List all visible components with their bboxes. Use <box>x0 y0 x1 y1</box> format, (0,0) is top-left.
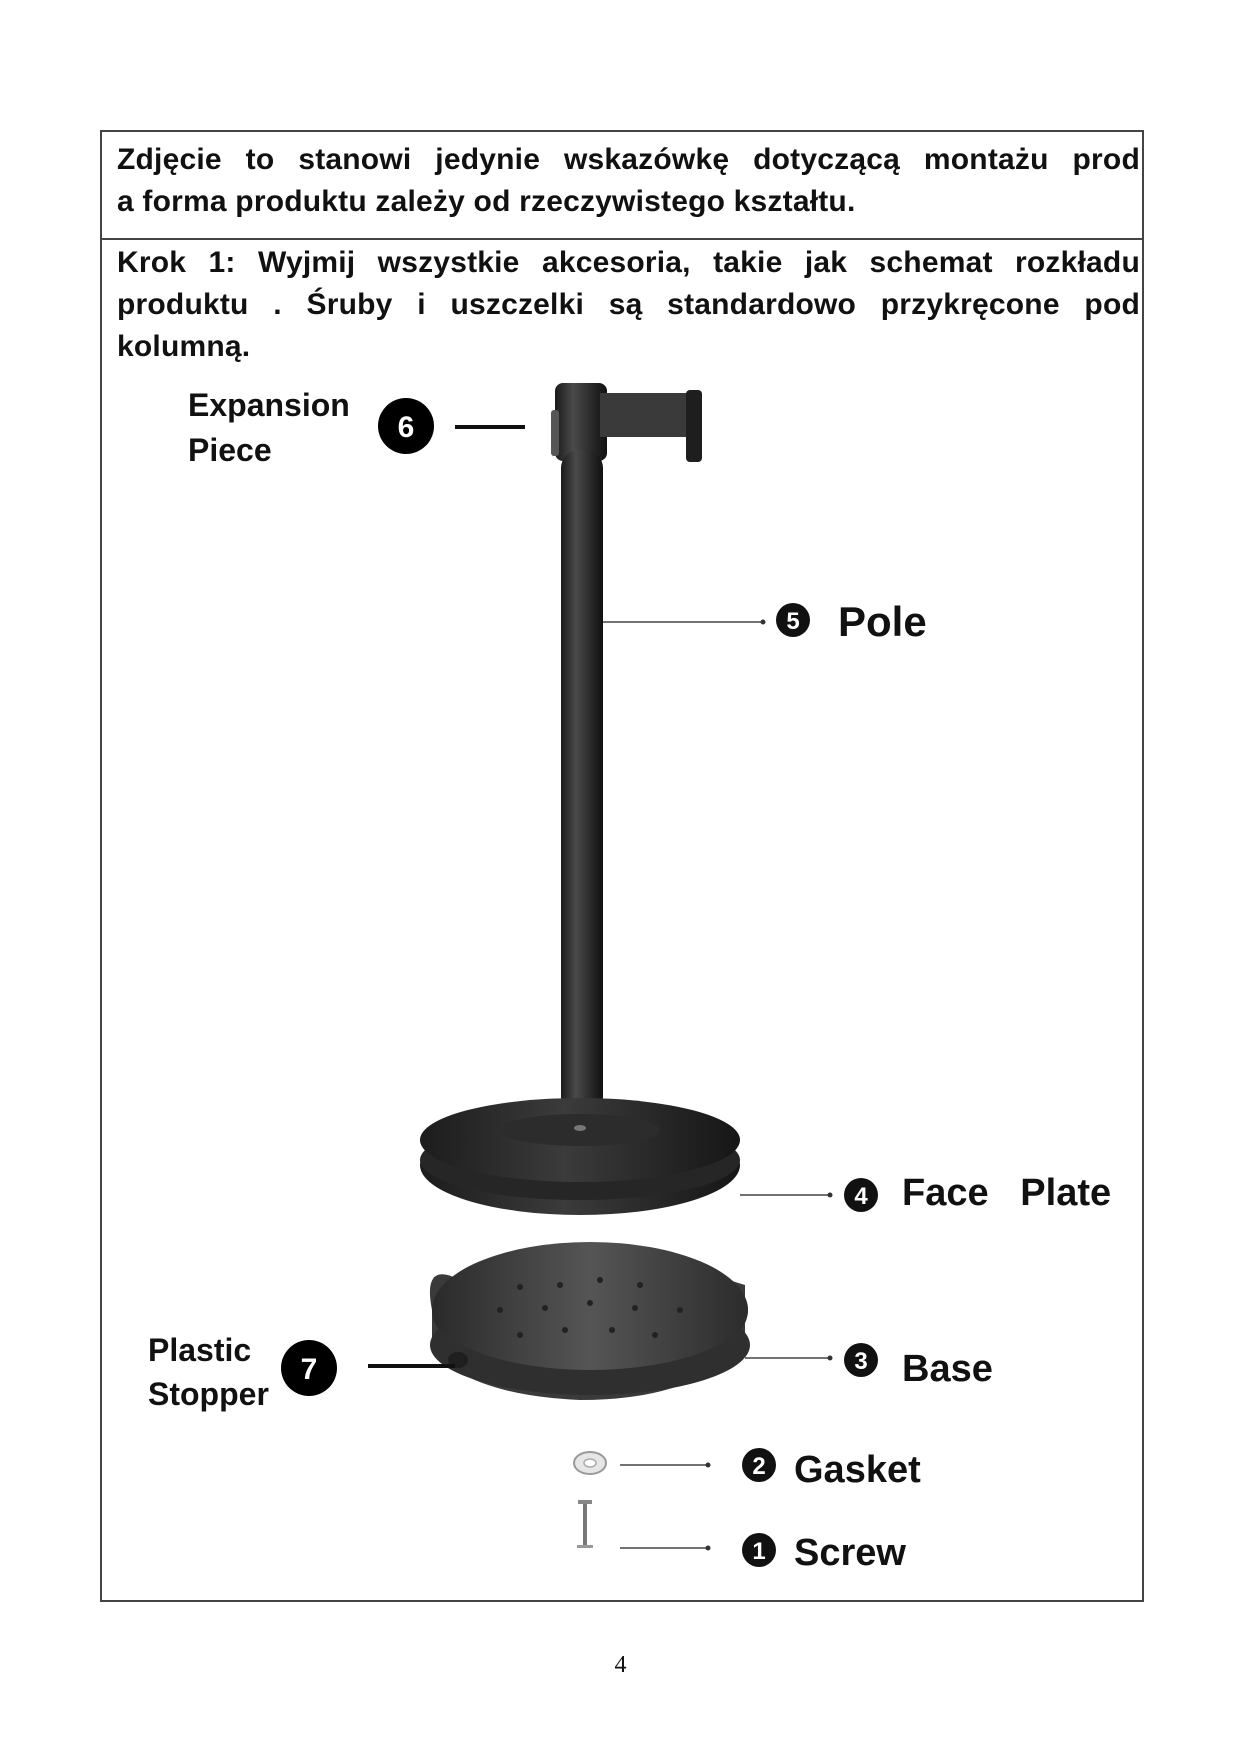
part-label: Face Plate <box>902 1172 1112 1214</box>
gasket-illustration <box>574 1452 606 1474</box>
step-line: kolumną. <box>117 330 251 363</box>
part-label: Plastic <box>148 1332 252 1368</box>
disclaimer-line: a forma produktu zależy od rzeczywistego kształtu. <box>117 185 856 218</box>
base-illustration <box>430 1242 750 1400</box>
screw-illustration <box>577 1500 593 1548</box>
part-number: 5 <box>786 608 800 635</box>
disclaimer-line: Zdjęcie to stanowi jedynie wskazówkę dotyczącą montażu prod <box>117 143 1140 176</box>
part-label: Pole <box>838 598 927 645</box>
face-plate-illustration <box>420 1098 740 1215</box>
part-label: Stopper <box>148 1376 269 1412</box>
part-number: 6 <box>397 411 415 444</box>
expansion-piece-illustration <box>551 383 702 462</box>
part-label: Gasket <box>794 1449 921 1491</box>
part-label: Screw <box>794 1532 906 1574</box>
part-number: 1 <box>752 1538 766 1565</box>
step-line: produktu . Śruby i uszczelki są standardowo przykręcone pod <box>117 288 1140 321</box>
part-number: 7 <box>300 1353 318 1386</box>
part-label: Base <box>902 1348 993 1390</box>
part-number: 2 <box>752 1453 766 1480</box>
part-number: 3 <box>854 1348 868 1375</box>
part-number: 4 <box>854 1183 868 1210</box>
part-label: Piece <box>188 432 272 468</box>
pole-illustration <box>561 450 603 1115</box>
part-label: Expansion <box>188 387 350 423</box>
page-number: 4 <box>614 1652 627 1678</box>
step-line: Krok 1: Wyjmij wszystkie akcesoria, takie jak schemat rozkładu <box>117 246 1140 279</box>
